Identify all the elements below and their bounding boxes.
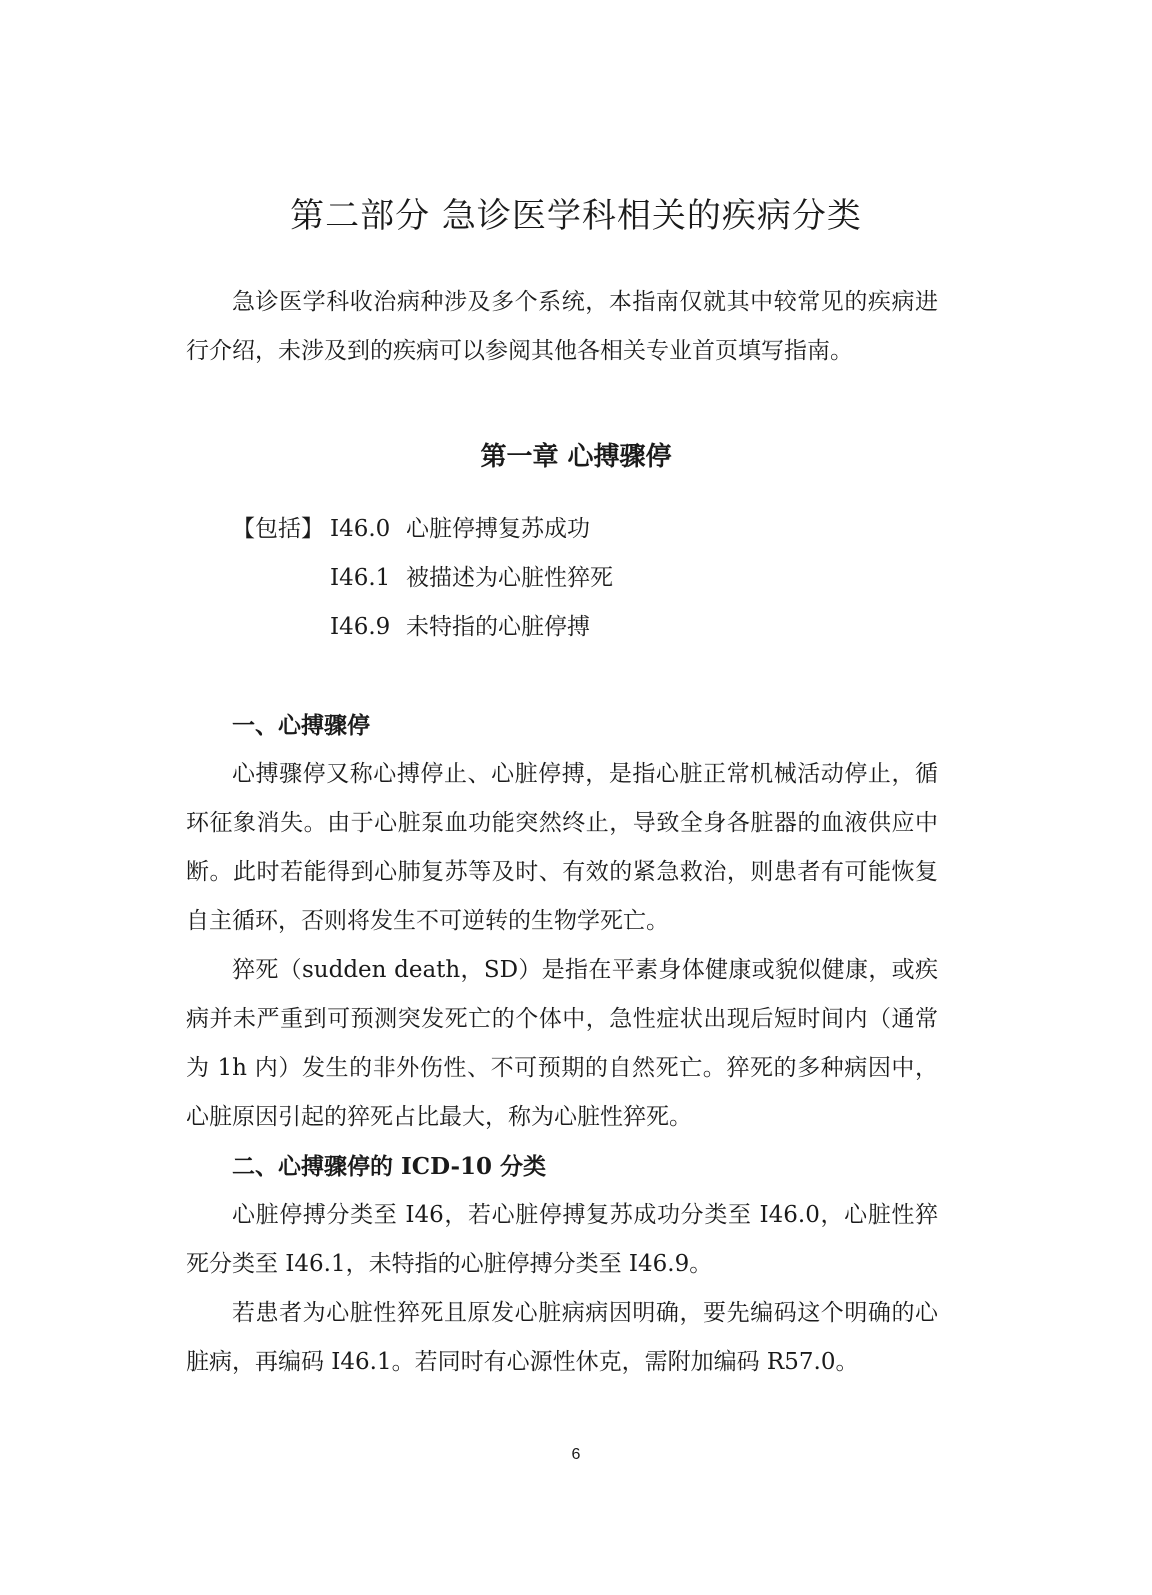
include-code: I46.0 (330, 516, 391, 542)
body-paragraph: 猝死（sudden death，SD）是指在平素身体健康或貌似健康，或疾病并未严重到可预测突发死亡的个体中，急性症状出现后短时间内（通常为 1h 内）发生的非外伤性、不可预期的自然死亡。猝死的多种病因中，心脏原因引起的猝死占比最大，称为心脏性猝死。 (186, 957, 938, 1130)
chapter-title: 第一章 心搏骤停 (480, 442, 672, 472)
section-heading: 一、心搏骤停 (232, 712, 370, 739)
include-code: I46.9 (330, 614, 391, 640)
body-paragraph: 若患者为心脏性猝死且原发心脏病病因明确，要先编码这个明确的心脏病，再编码 I46.1。若同时有心源性休克，需附加编码 R57.0。 (186, 1300, 938, 1375)
includes-prefix: 【包括】 (232, 516, 324, 542)
include-code: I46.1 (330, 565, 391, 591)
section-heading: 二、心搏骤停的 ICD-10 分类 (232, 1153, 547, 1180)
body-paragraph: 心脏停搏分类至 I46，若心脏停搏复苏成功分类至 I46.0，心脏性猝死分类至 I46.1，未特指的心脏停搏分类至 I46.9。 (186, 1202, 938, 1277)
include-desc: 被描述为心脏性猝死 (406, 565, 613, 591)
include-item (232, 505, 613, 554)
include-item (232, 554, 613, 603)
include-desc: 未特指的心脏停搏 (406, 614, 590, 640)
includes-list (232, 505, 613, 652)
intro-paragraph: 急诊医学科收治病种涉及多个系统，本指南仅就其中较常见的疾病进行介绍，未涉及到的疾病可以参阅其他各相关专业首页填写指南。 (186, 289, 938, 364)
include-item (232, 603, 613, 652)
include-desc: 心脏停搏复苏成功 (406, 516, 590, 542)
page-number: 6 (571, 1446, 581, 1463)
body-paragraph: 心搏骤停又称心搏停止、心脏停搏，是指心脏正常机械活动停止，循环征象消失。由于心脏泵血功能突然终止，导致全身各脏器的血液供应中断。此时若能得到心肺复苏等及时、有效的紧急救治，则患者有可能恢复自主循环，否则将发生不可逆转的生物学死亡。 (186, 761, 938, 934)
part-title: 第二部分 急诊医学科相关的疾病分类 (290, 196, 862, 236)
